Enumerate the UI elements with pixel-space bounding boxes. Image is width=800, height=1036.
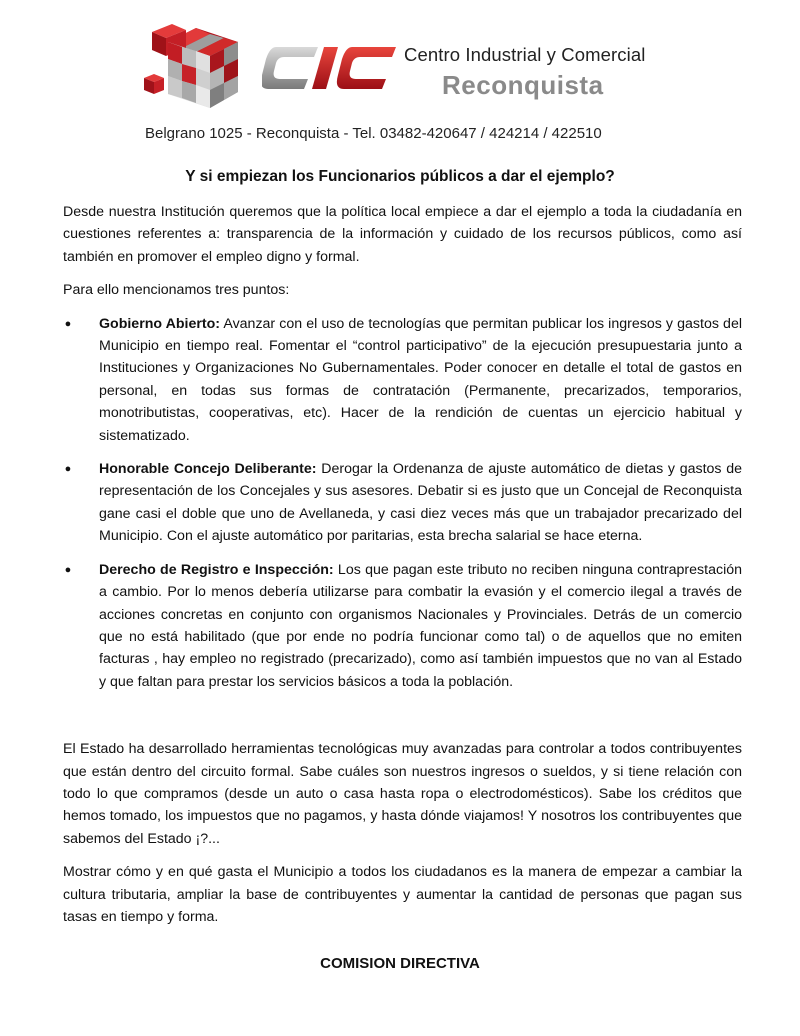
state-paragraph: El Estado ha desarrollado herramientas tecnológicas muy avanzadas para controlar a todos contribuyentes que están dentro del circuito formal. Sabe cuáles son nuestros ingresos o sueldos, y si tiene relación con todo lo que compramos (desde un auto o casa hasta ropa o electrodomésticos). Sabe los créditos que hemos tomado, los impuestos que no pagamos, y hasta dónde viajamos! Y nosotros los contribuyentes que sabemos del Estado ¡?... (63, 741, 742, 847)
closing-paragraph: Mostrar cómo y en qué gasta el Municipio a todos los ciudadanos es la manera de empezar a cambiar la cultura tributaria, ampliar la base de contribuyentes y aumentar la cantidad de personas que pagan sus tasas en tiempo y forma. (63, 864, 742, 925)
points-list (63, 313, 742, 694)
point-text: Los que pagan este tributo no reciben ninguna contraprestación a cambio. Por lo menos debería utilizarse para combatir la evasión y el comercio ilegal a través de acciones concretas en conjunto con organismos Nacionales y Provinciales. Detrás de un comercio que no está habilitado (que por ende no podría funcionar como tal) o de aquellos que no emiten facturas , hay empleo no registrado (precarizado), como así también impuestos que no van al Estado y que faltan para prestar los servicios básicos a toda la población. (99, 561, 742, 690)
list-item (63, 559, 742, 693)
org-name: Centro Industrial y Comercial (404, 44, 646, 65)
list-item (63, 313, 742, 447)
point-term: Derecho de Registro e Inspección: (99, 561, 334, 578)
lead-in-paragraph: Para ello mencionamos tres puntos: (63, 282, 290, 299)
document-title: Y si empiezan los Funcionarios públicos a dar el ejemplo? (185, 168, 615, 185)
spacer (63, 704, 742, 738)
bullet-icon: ● (64, 563, 72, 576)
bullet-icon: ● (64, 463, 72, 476)
signature: COMISION DIRECTIVA (320, 955, 480, 972)
intro-paragraph: Desde nuestra Institución queremos que la política local empiece a dar el ejemplo a toda la ciudadanía en cuestiones referentes a: transparencia de la información y cuidado de los recursos públicos, como así también en promover el empleo digno y formal. (63, 204, 742, 265)
cic-wordmark-logo (262, 45, 400, 95)
point-term: Gobierno Abierto: (99, 315, 221, 332)
point-term: Honorable Concejo Deliberante: (99, 461, 317, 478)
letterhead (0, 0, 800, 150)
point-text: Avanzar con el uso de tecnologías que permitan publicar los ingresos y gastos del Municipio en tiempo real. Fomentar el “control participativo” de la ejecución presupuestaria junto a Instituciones y Organizaciones No Gubernamentales. Poder conocer en detalle el total de gastos en personal, en todas sus formas de contratación (Permanente, precarizados, temporarios, monotributistas, cooperativas, etc). Hacer de la rendición de cuentas un ejercicio habitual y sistematizado. (99, 315, 742, 444)
bullet-icon: ● (64, 317, 72, 330)
org-city: Reconquista (442, 70, 604, 100)
list-item (63, 458, 742, 548)
cube-logo-icon (138, 20, 242, 116)
org-address: Belgrano 1025 - Reconquista - Tel. 03482-420647 / 424214 / 422510 (145, 125, 602, 142)
document-body (63, 201, 742, 939)
point-text: Derogar la Ordenanza de ajuste automático de dietas y gastos de representación de los Concejales y sus asesores. Debatir si es justo que un Concejal de Reconquista gane casi el doble que uno de Avellaneda, y casi diez veces más que un trabajador precarizado del Municipio. Con el ajuste automático por paritarias, esta brecha salarial se hace eterna. (99, 461, 743, 545)
